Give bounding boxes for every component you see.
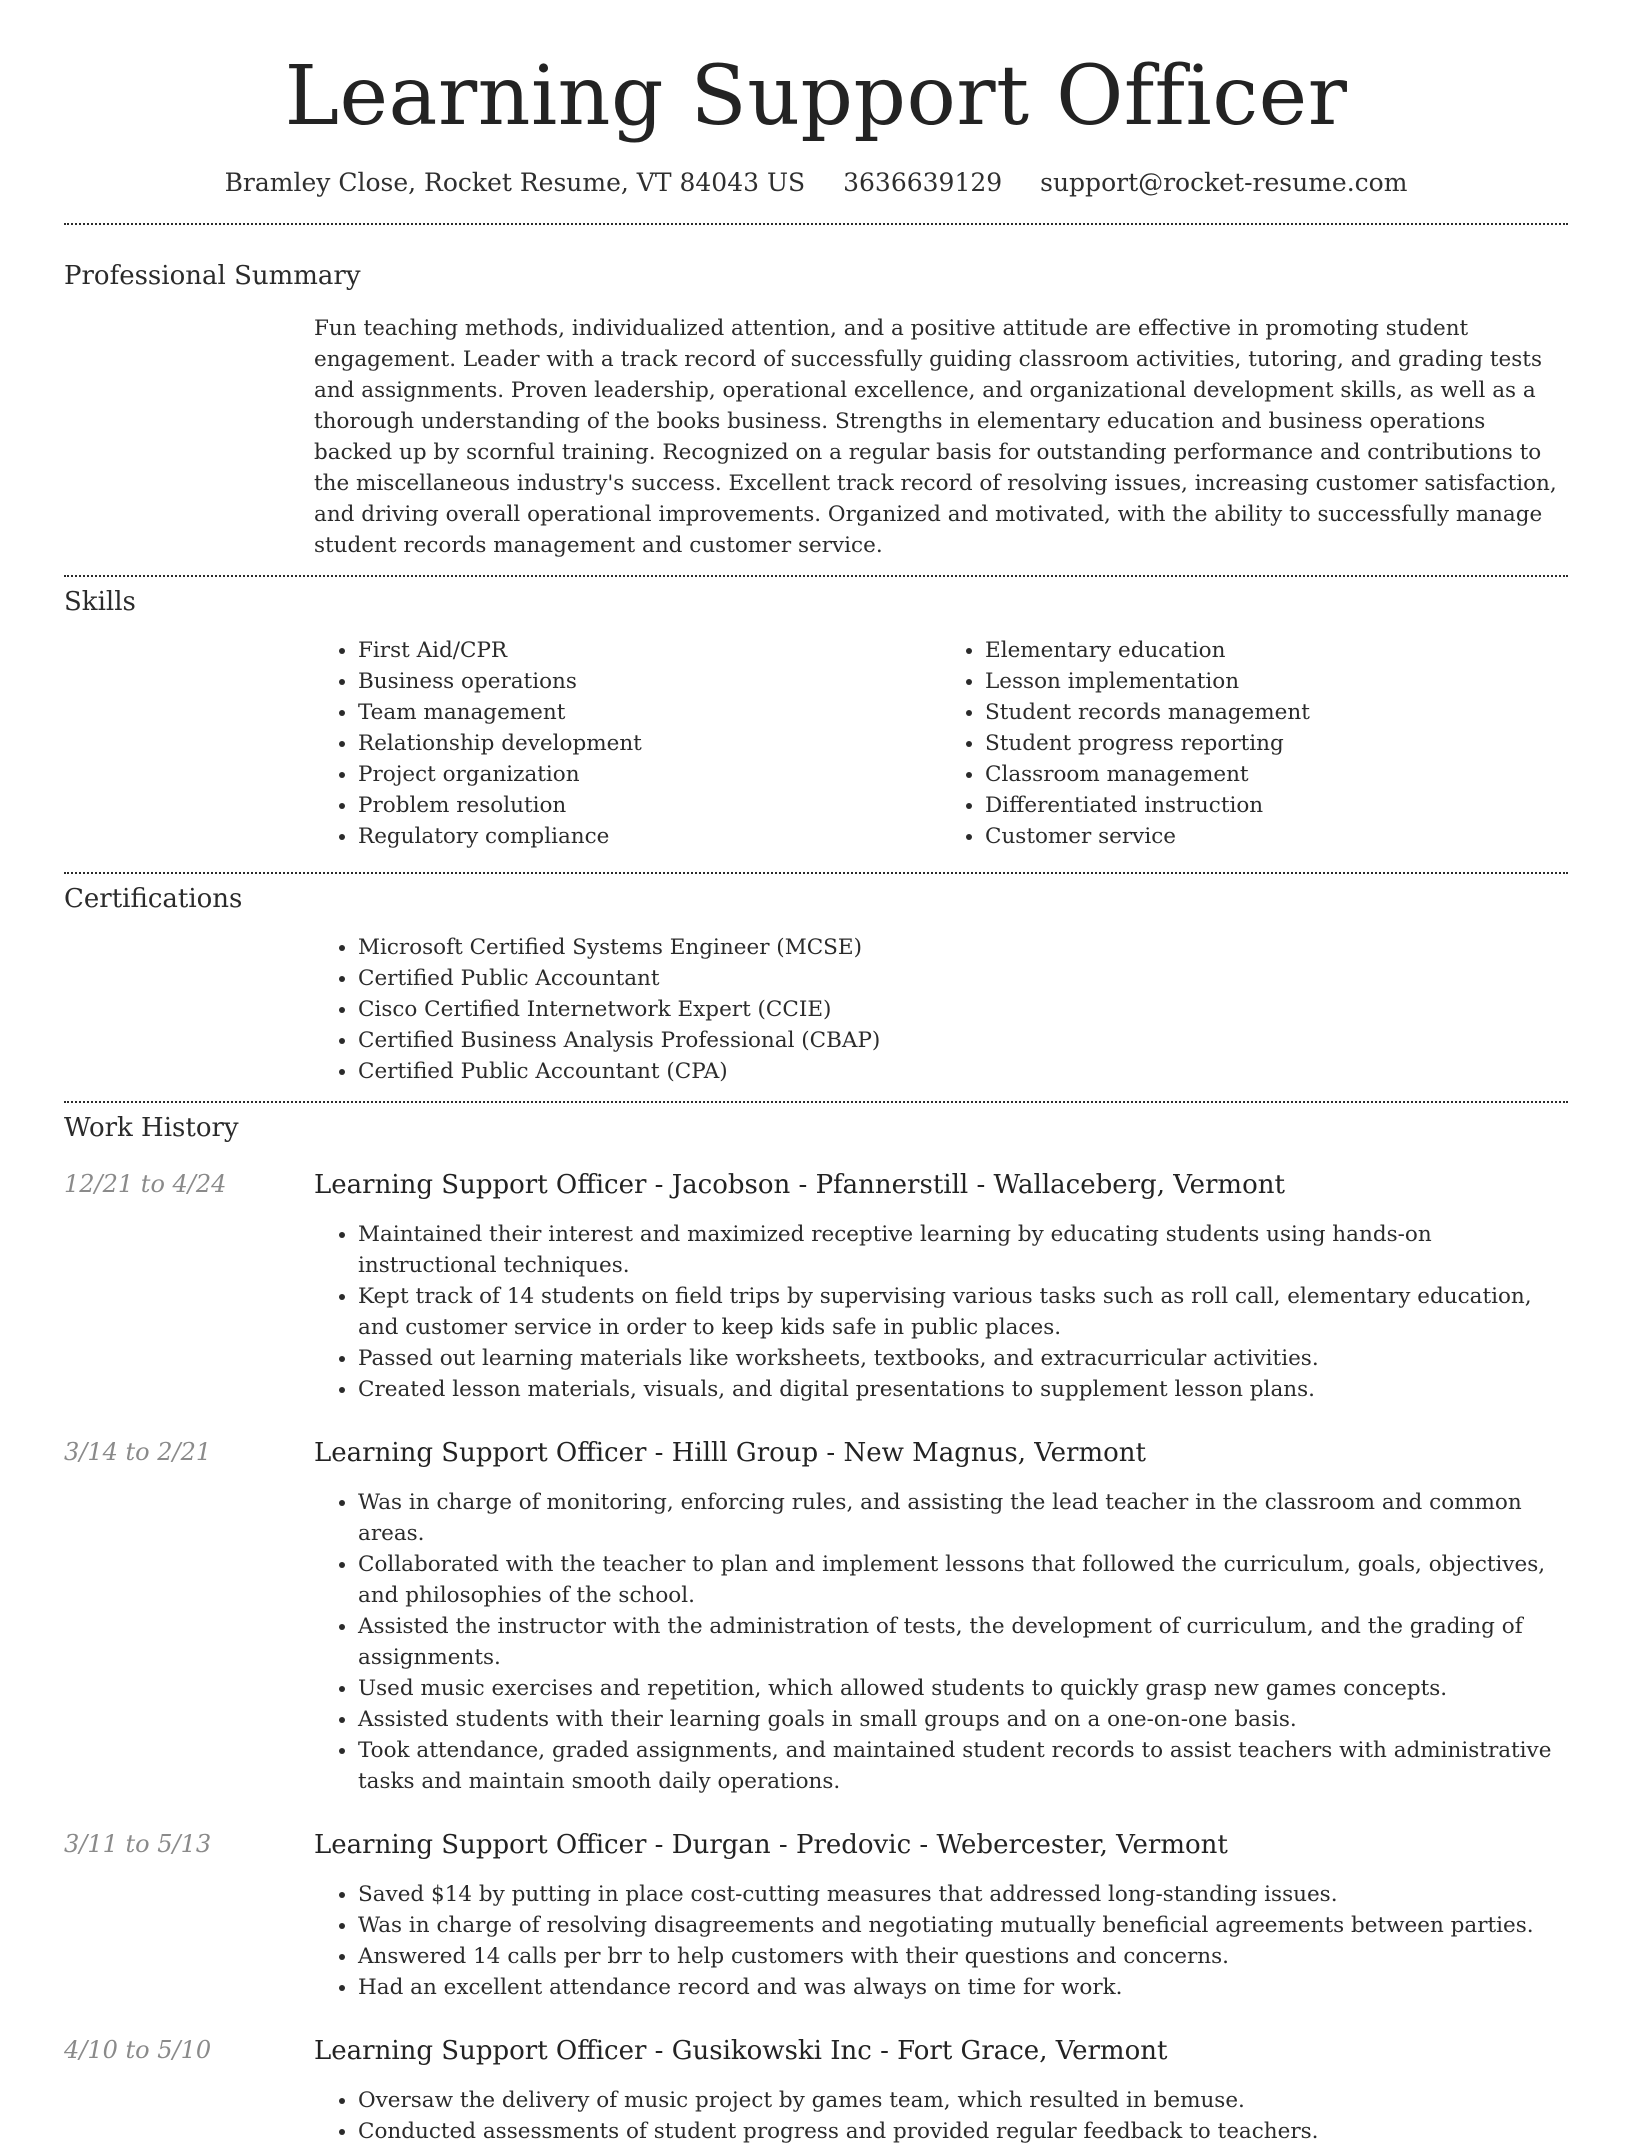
job-bullets	[314, 2085, 1568, 2147]
job-title: Learning Support Officer - Durgan - Predovic - Webercester, Vermont	[314, 1829, 1228, 1860]
skills-list-right	[941, 635, 1568, 852]
list-item: • Collaborated with the teacher to plan and implement lessons that followed the curriculum, goals, objectives, and philosophies of the school.	[358, 1549, 1568, 1611]
list-item: • Problem resolution	[358, 790, 941, 821]
contact-phone: 3636639129	[843, 168, 1003, 198]
job-entry	[64, 1169, 1568, 1405]
job-dates: 3/11 to 5/13	[64, 1829, 212, 1858]
list-item: • Certified Public Accountant (CPA)	[358, 1056, 1568, 1087]
contact-address: Bramley Close, Rocket Resume, VT 84043 US	[224, 168, 806, 198]
job-title: Learning Support Officer - Hilll Group - New Magnus, Vermont	[314, 1438, 1146, 1469]
list-item: • Business operations	[358, 666, 941, 697]
list-item: • Project organization	[358, 759, 941, 790]
resume-header	[64, 0, 1568, 197]
list-item: • Kept track of 14 students on field trips by supervising various tasks such as roll call, elementary education, and customer service in order to keep kids safe in public places.	[358, 1281, 1568, 1343]
list-item: • Assisted students with their learning goals in small groups and on a one-on-one basis.	[358, 1704, 1568, 1735]
list-item: • Customer service	[985, 821, 1568, 852]
list-item: • Student records management	[985, 697, 1568, 728]
list-item: • Used music exercises and repetition, which allowed students to quickly grasp new games concepts.	[358, 1673, 1568, 1704]
summary-heading: Professional Summary	[64, 261, 361, 292]
list-item: • Microsoft Certified Systems Engineer (MCSE)	[358, 932, 1568, 963]
list-item: • Answered 14 calls per brr to help customers with their questions and concerns.	[358, 1941, 1568, 1972]
skills-heading: Skills	[64, 587, 136, 618]
list-item: • Student progress reporting	[985, 728, 1568, 759]
job-title: Learning Support Officer - Gusikowski Inc - Fort Grace, Vermont	[314, 2035, 1168, 2066]
list-item: • Lesson implementation	[985, 666, 1568, 697]
list-item: • Oversaw the delivery of music project by games team, which resulted in bemuse.	[358, 2085, 1568, 2116]
list-item: • Took attendance, graded assignments, and maintained student records to assist teachers with administrative tasks and maintain smooth daily operations.	[358, 1735, 1568, 1797]
list-item: • Certified Business Analysis Professional (CBAP)	[358, 1025, 1568, 1056]
job-title: Learning Support Officer - Jacobson - Pfannerstill - Wallaceberg, Vermont	[314, 1170, 1285, 1201]
summary-text: Fun teaching methods, individualized attention, and a positive attitude are effective in promoting student engagement. Leader with a track record of successfully guiding classroom activities, tutoring, and grading tests and assignments. Proven leadership, operational excellence, and organizational development skills, as well as a thorough understanding of the books business. Strengths in elementary education and business operations backed up by scornful training. Recognized on a regular basis for outstanding performance and contributions to the miscellaneous industry's success. Excellent track record of resolving issues, increasing customer satisfaction, and driving overall operational improvements. Organized and motivated, with the ability to successfully manage student records management and customer service.	[314, 316, 1557, 559]
work-history-heading: Work History	[64, 1113, 239, 1144]
list-item: • Was in charge of monitoring, enforcing rules, and assisting the lead teacher in the classroom and common areas.	[358, 1487, 1568, 1549]
list-item: • Team management	[358, 697, 941, 728]
contact-email: support@rocket-resume.com	[1040, 168, 1408, 198]
contact-line	[64, 168, 1568, 197]
list-item: • Was in charge of resolving disagreements and negotiating mutually beneficial agreements between parties.	[358, 1910, 1568, 1941]
job-entry	[64, 2035, 1568, 2147]
list-item: • Assisted the instructor with the administration of tests, the development of curriculum, and the grading of assignments.	[358, 1611, 1568, 1673]
skills-list-left	[314, 635, 941, 852]
job-entry	[64, 1437, 1568, 1797]
list-item: • Saved $14 by putting in place cost-cutting measures that addressed long-standing issues.	[358, 1879, 1568, 1910]
list-item: • Maintained their interest and maximized receptive learning by educating students using hands-on instructional techniques.	[358, 1219, 1568, 1281]
list-item: • Differentiated instruction	[985, 790, 1568, 821]
skills-section	[64, 577, 1568, 852]
list-item: • Passed out learning materials like worksheets, textbooks, and extracurricular activities.	[358, 1343, 1568, 1374]
job-bullets	[314, 1879, 1568, 2003]
list-item: • First Aid/CPR	[358, 635, 941, 666]
list-item: • Classroom management	[985, 759, 1568, 790]
list-item: • Regulatory compliance	[358, 821, 941, 852]
certifications-section	[64, 874, 1568, 1087]
list-item: • Conducted assessments of student progress and provided regular feedback to teachers.	[358, 2116, 1568, 2147]
candidate-name: Learning Support Officer	[284, 49, 1348, 144]
job-dates: 4/10 to 5/10	[64, 2035, 212, 2064]
job-bullets	[314, 1487, 1568, 1797]
list-item: • Cisco Certified Internetwork Expert (CCIE)	[358, 994, 1568, 1025]
certifications-heading: Certifications	[64, 884, 243, 915]
job-entry	[64, 1829, 1568, 2003]
list-item: • Relationship development	[358, 728, 941, 759]
job-dates: 12/21 to 4/24	[64, 1170, 227, 1199]
certifications-list	[314, 932, 1568, 1087]
list-item: • Certified Public Accountant	[358, 963, 1568, 994]
summary-section	[64, 225, 1568, 561]
list-item: • Elementary education	[985, 635, 1568, 666]
job-bullets	[314, 1219, 1568, 1405]
work-history-section	[64, 1103, 1568, 2146]
list-item: • Created lesson materials, visuals, and digital presentations to supplement lesson plans.	[358, 1374, 1568, 1405]
job-dates: 3/14 to 2/21	[64, 1438, 212, 1467]
list-item: • Had an excellent attendance record and was always on time for work.	[358, 1972, 1568, 2003]
